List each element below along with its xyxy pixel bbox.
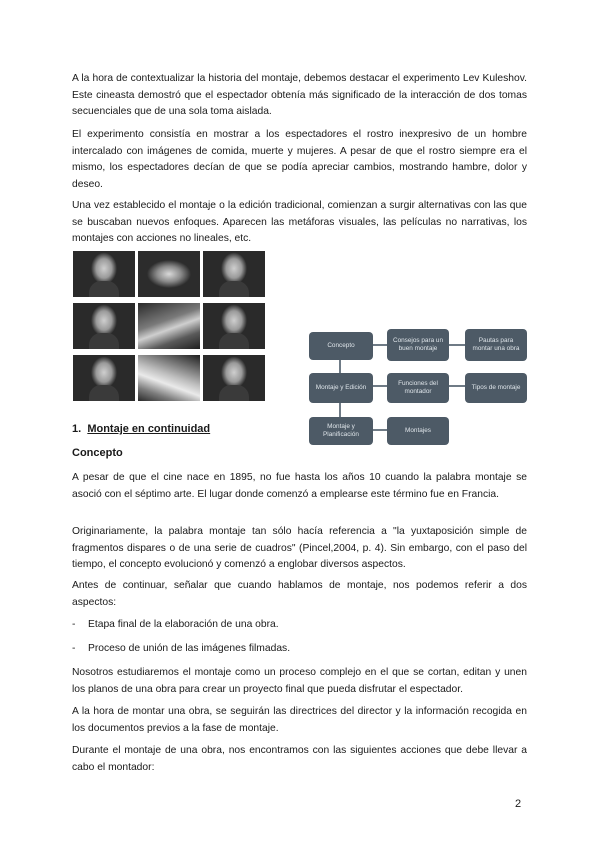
- paragraph-aspects: Antes de continuar, señalar que cuando hablamos de montaje, nos podemos referir a dos aspectos:: [72, 580, 527, 608]
- man-face-image: [73, 251, 135, 297]
- diagram-node-funciones: Funciones del montador: [387, 373, 449, 403]
- paragraph-origin: A pesar de que el cine nace en 1895, no fue hasta los años 10 cuando la palabra montaje se asoció con el séptimo arte. El lugar donde comenzó a emplearse este término fue en Francia.: [72, 472, 527, 500]
- diagram-node-concepto: Concepto: [309, 332, 373, 360]
- woman-reclining-image: [138, 355, 200, 401]
- man-face-image: [203, 355, 265, 401]
- man-face-image: [73, 303, 135, 349]
- page-number: 2: [515, 798, 522, 810]
- man-face-image: [203, 303, 265, 349]
- soup-bowl-image: [138, 251, 200, 297]
- section-number: 1.: [72, 423, 82, 435]
- diagram-node-planificacion: Montaje y Planificación: [309, 417, 373, 445]
- paragraph-kuleshov-intro: A la hora de contextualizar la historia del montaje, debemos destacar el experimento Lev Kuleshov. Este cineasta demostró que el espectador obtenía más significado de la interacción de dos tomas secuenciales que de una sola toma aislada.: [72, 73, 527, 118]
- list-item: [72, 641, 290, 657]
- paragraph-alternatives: Una vez establecido el montaje o la edición tradicional, comienzan a surgir alternativas con las que se buscaban nuevos enfoques. Aparecen las metáforas visuales, las películas no narrativas, los montajes con acciones no lineales, etc.: [72, 200, 527, 245]
- paragraph-process: Nosotros estudiaremos el montaje como un proceso complejo en el que se cortan, editan y unen los planos de una obra para crear un proyecto final que pueda disfrutar el espectador.: [72, 667, 527, 695]
- section-title: Montaje en continuidad: [87, 423, 211, 435]
- paragraph-directives: A la hora de montar una obra, se seguirán las directrices del director y la información recogida en los documentos previos a la fase de montaje.: [72, 706, 527, 734]
- man-face-image: [73, 355, 135, 401]
- bullet-text: Etapa final de la elaboración de una obra.: [88, 619, 279, 630]
- section-heading: [72, 423, 210, 435]
- list-item: [72, 617, 279, 633]
- coffin-image: [138, 303, 200, 349]
- diagram-node-montajes: Montajes: [387, 417, 449, 445]
- diagram-node-tipos: Tipos de montaje: [465, 373, 527, 403]
- diagram-node-pautas: Pautas para montar una obra: [465, 329, 527, 361]
- bullet-dash: -: [72, 619, 76, 630]
- bullet-dash: -: [72, 643, 76, 654]
- paragraph-experiment: El experimento consistía en mostrar a los espectadores el rostro inexpresivo de un hombre intercalado con imágenes de comida, muerte y mujeres. A pesar de que el rostro siempre era el mismo, los espectadores decían de que se podía apreciar cambios, mostrando hambre, dolor y deseo.: [72, 129, 527, 190]
- man-face-image: [203, 251, 265, 297]
- kuleshov-image-grid: [73, 251, 266, 401]
- paragraph-actions: Durante el montaje de una obra, nos encontramos con las siguientes acciones que debe llevar a cabo el montador:: [72, 745, 527, 773]
- bullet-text: Proceso de unión de las imágenes filmadas.: [88, 643, 291, 654]
- diagram-node-consejos: Consejos para un buen montaje: [387, 329, 449, 361]
- diagram-node-montaje-edicion: Montaje y Edición: [309, 373, 373, 403]
- paragraph-definition: Originariamente, la palabra montaje tan sólo hacía referencia a "la yuxtaposición simple de fragmentos dispares o de una serie de cuadros" (Pincel,2004, p. 4). Sin embargo, con el paso del tiempo, el concepto evolucionó y comenzó a englobar diversos aspectos.: [72, 526, 527, 571]
- montaje-flow-diagram: [309, 327, 527, 447]
- subsection-heading: Concepto: [72, 447, 123, 459]
